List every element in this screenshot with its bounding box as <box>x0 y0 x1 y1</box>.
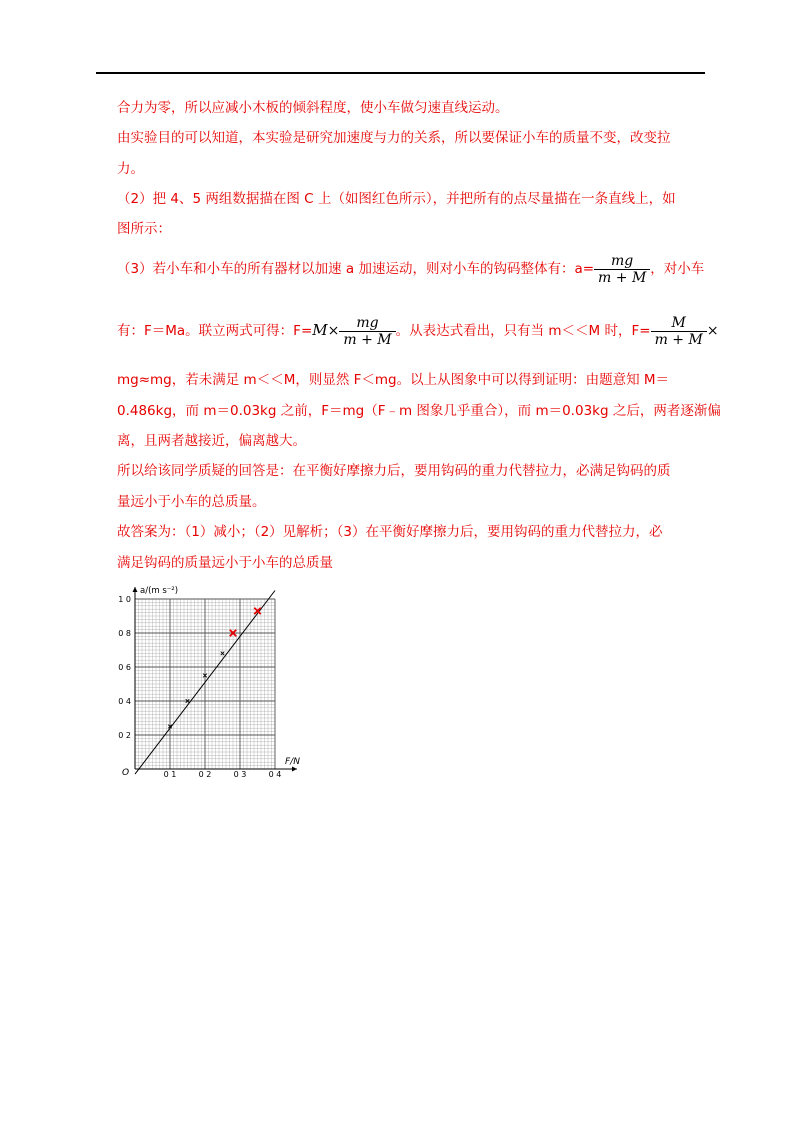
text-line-12: 量远小于小车的总质量。 <box>117 494 266 510</box>
text-line-5: 图所示： <box>117 221 171 237</box>
text-line-4: （2）把 4、5 两组数据描在图 C 上（如图红色所示），并把所有的点尽量描在一条直线上，如 <box>117 191 676 207</box>
chart-tick-labels <box>118 595 281 779</box>
y-tick-label: 1 0 <box>118 595 131 604</box>
math-times-2: × <box>706 323 719 339</box>
text-line-14: 满足钩码的质量远小于小车的总质量 <box>117 555 333 571</box>
text-line-7 <box>117 313 719 348</box>
y-tick-label: 0 6 <box>118 663 131 672</box>
text-line-6-pre: （3）若小车和小车的所有器材以加速 a 加速运动，则对小车的钩码整体有：a= <box>117 261 595 277</box>
fraction-denominator: m + M <box>343 331 392 348</box>
fraction-numerator: M <box>651 315 707 332</box>
x-axis-arrow <box>292 767 297 772</box>
fraction-denominator: m + M <box>598 269 647 286</box>
y-axis-arrow <box>133 587 138 592</box>
header-rule <box>96 72 705 74</box>
x-tick-label: 0 1 <box>163 770 177 779</box>
x-tick-label: 0 4 <box>268 770 282 779</box>
fraction-mg-over-m-plus-M <box>594 253 650 286</box>
text-line-8: mg≈mg，若未满足 m＜＜M，则显然 F＜mg。以上从图象中可以得到证明：由题意知 M＝ <box>117 372 670 388</box>
text-line-13: 故答案为：（1）减小；（2）见解析；（3）在平衡好摩擦力后，要用钩码的重力代替拉力，必 <box>117 524 663 540</box>
math-M: M <box>312 321 328 339</box>
y-tick-label: 0 2 <box>118 731 131 740</box>
text-line-11: 所以给该同学质疑的回答是：在平衡好摩擦力后，要用钩码的重力代替拉力，必满足钩码的质 <box>117 463 671 479</box>
text-line-7-mid: 。从表达式看出，只有当 m＜＜M 时，F= <box>395 323 651 339</box>
chart-axes <box>133 587 298 772</box>
a-F-chart <box>110 582 310 782</box>
fraction-M-over-m-plus-M <box>651 315 707 348</box>
chart-y-axis-label: a/(m s⁻²) <box>140 586 179 596</box>
text-line-6 <box>117 252 704 286</box>
chart-x-axis-label: F/N <box>285 757 300 767</box>
text-line-7-pre: 有：F＝Ma。联立两式可得：F= <box>117 323 313 339</box>
text-line-9: 0.486kg，而 m＝0.03kg 之前，F＝mg（F﹣m 图象几乎重合），而 m＝0.03kg 之后，两者逐渐偏 <box>117 403 721 419</box>
text-line-3: 力。 <box>117 161 144 177</box>
y-tick-label: 0 8 <box>118 629 131 638</box>
y-tick-label: 0 4 <box>118 697 131 706</box>
fraction-numerator: mg <box>339 315 395 332</box>
text-line-6-post: ，对小车 <box>650 261 705 277</box>
fraction-mg-over-m-plus-M-2 <box>339 315 395 348</box>
text-line-1: 合力为零，所以应减小木板的倾斜程度，使小车做匀速直线运动。 <box>117 100 509 116</box>
text-line-10: 离，且两者越接近，偏离越大。 <box>117 433 306 449</box>
text-line-2: 由实验目的可以知道，本实验是研究加速度与力的关系，所以要保证小车的质量不变，改变拉 <box>117 130 671 146</box>
math-times: × <box>327 323 340 339</box>
chart-origin-label: O <box>122 768 130 778</box>
x-tick-label: 0 3 <box>233 770 247 779</box>
fraction-numerator: mg <box>594 253 650 270</box>
x-tick-label: 0 2 <box>198 770 212 779</box>
fraction-denominator: m + M <box>654 331 703 348</box>
